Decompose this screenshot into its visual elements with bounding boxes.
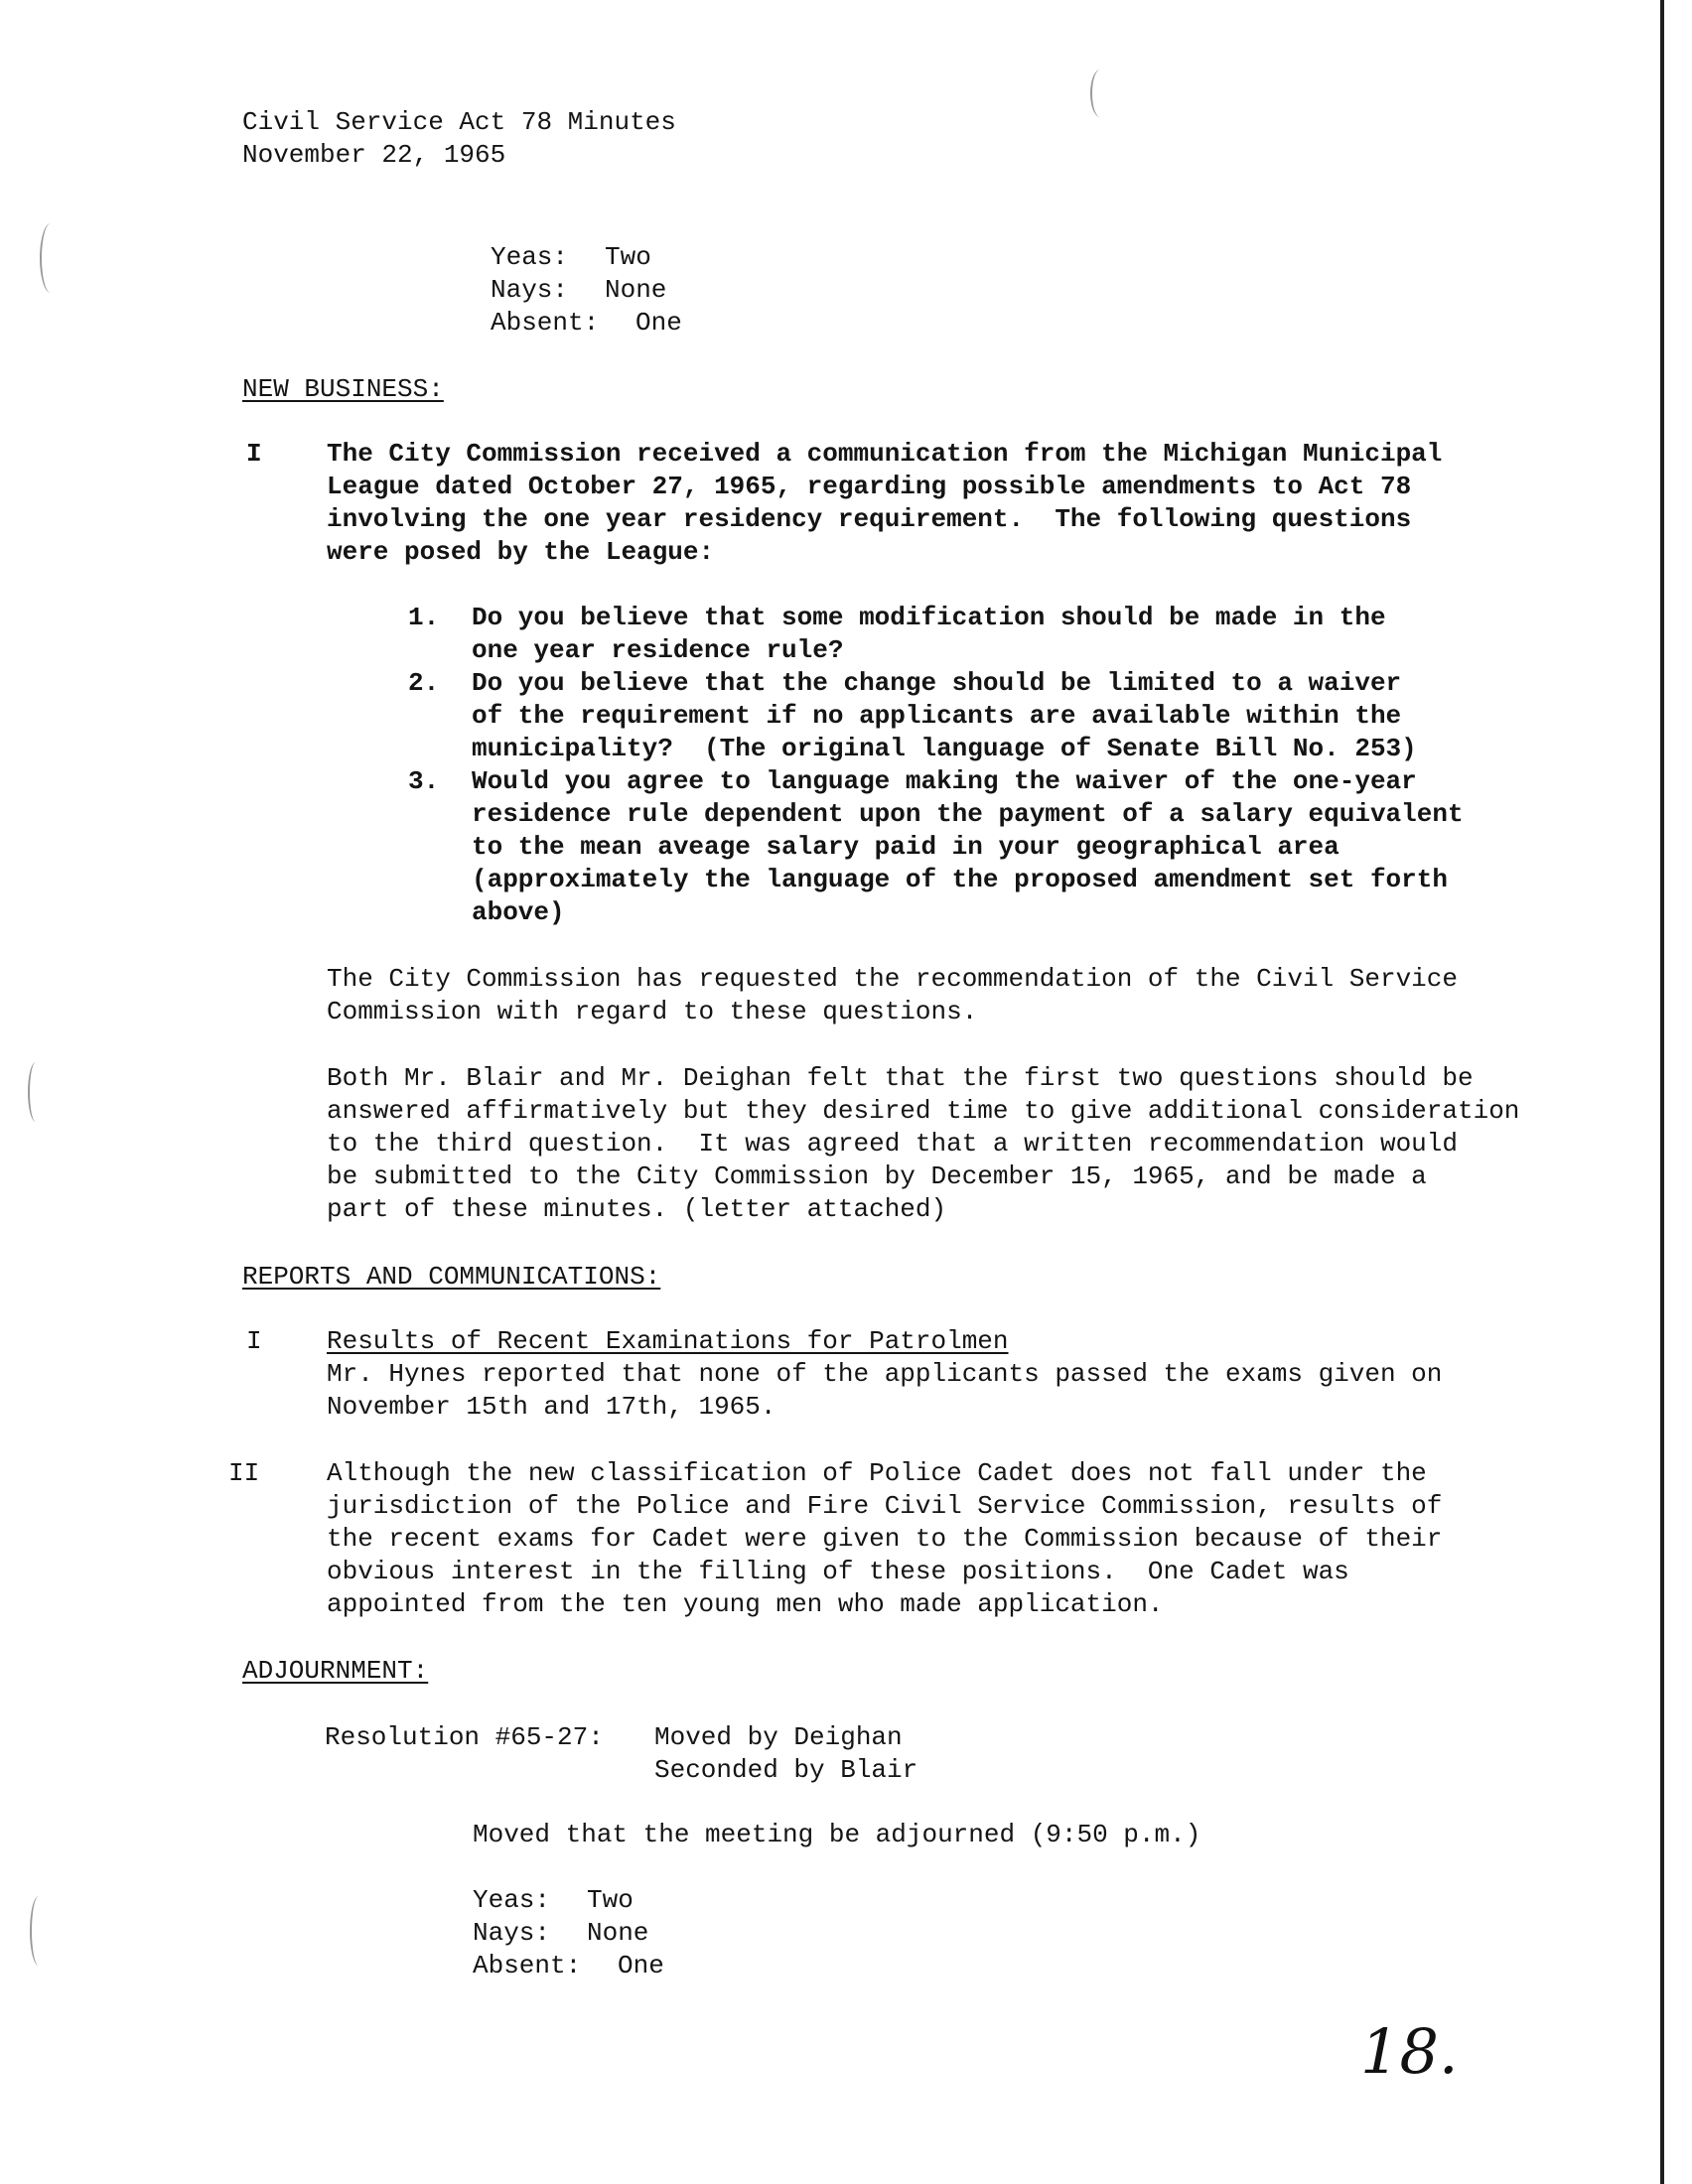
question-number: 1. bbox=[408, 603, 440, 632]
vote-label: Absent: bbox=[473, 1951, 582, 1980]
section-heading-new-business: NEW BUSINESS: bbox=[242, 374, 444, 404]
body-line: involving the one year residency requirement. The following questions bbox=[327, 504, 1412, 534]
seconded-by: Seconded by Blair bbox=[654, 1755, 918, 1785]
item-title: Results of Recent Examinations for Patrolmen bbox=[327, 1326, 1009, 1356]
item-numeral: I bbox=[246, 439, 262, 469]
question-number: 2. bbox=[408, 668, 440, 698]
vote-label: Nays: bbox=[473, 1918, 551, 1948]
question-line: residence rule dependent upon the payment of a salary equivalent bbox=[472, 799, 1464, 829]
vote-label: Absent: bbox=[491, 308, 600, 338]
vote-value: None bbox=[605, 275, 667, 305]
body-line: The City Commission has requested the recommendation of the Civil Service bbox=[327, 964, 1458, 994]
question-line: of the requirement if no applicants are available within the bbox=[472, 701, 1402, 731]
body-line: Although the new classification of Police Cadet does not fall under the bbox=[327, 1458, 1427, 1488]
body-line: Both Mr. Blair and Mr. Deighan felt that the first two questions should be bbox=[327, 1063, 1474, 1093]
item-numeral: II bbox=[228, 1458, 260, 1488]
vote-label: Yeas: bbox=[491, 242, 569, 272]
vote-value: Two bbox=[587, 1885, 634, 1915]
question-line: above) bbox=[472, 897, 565, 927]
body-line: Commission with regard to these questions. bbox=[327, 997, 978, 1026]
question-line: Would you agree to language making the waiver of the one-year bbox=[472, 766, 1417, 796]
body-line: obvious interest in the filling of these positions. One Cadet was bbox=[327, 1557, 1349, 1586]
section-heading-adjournment: ADJOURNMENT: bbox=[242, 1656, 429, 1686]
vote-value: Two bbox=[605, 242, 651, 272]
vote-value: One bbox=[618, 1951, 664, 1980]
body-line: were posed by the League: bbox=[327, 537, 715, 567]
body-line: the recent exams for Cadet were given to the Commission because of their bbox=[327, 1524, 1443, 1554]
question-line: municipality? (The original language of Senate Bill No. 253) bbox=[472, 734, 1417, 763]
vote-value: One bbox=[635, 308, 682, 338]
question-line: (approximately the language of the proposed amendment set forth bbox=[472, 865, 1448, 894]
vote-label: Yeas: bbox=[473, 1885, 551, 1915]
body-line: League dated October 27, 1965, regarding possible amendments to Act 78 bbox=[327, 472, 1412, 501]
body-line: November 15th and 17th, 1965. bbox=[327, 1392, 776, 1422]
body-line: Mr. Hynes reported that none of the applicants passed the exams given on bbox=[327, 1359, 1443, 1389]
scan-mark bbox=[1090, 69, 1110, 117]
document-date: November 22, 1965 bbox=[242, 140, 506, 170]
moved-by: Moved by Deighan bbox=[654, 1722, 903, 1752]
item-numeral: I bbox=[246, 1326, 262, 1356]
resolution-label: Resolution #65-27: bbox=[325, 1722, 604, 1752]
body-line: The City Commission received a communication from the Michigan Municipal bbox=[327, 439, 1443, 469]
body-line: part of these minutes. (letter attached) bbox=[327, 1194, 947, 1224]
question-line: one year residence rule? bbox=[472, 635, 844, 665]
question-line: to the mean aveage salary paid in your geographical area bbox=[472, 832, 1340, 862]
scan-edge-line bbox=[1660, 0, 1664, 2184]
question-line: Do you believe that some modification should be made in the bbox=[472, 603, 1386, 632]
body-line: appointed from the ten young men who made application. bbox=[327, 1589, 1164, 1619]
scan-mark bbox=[40, 223, 62, 293]
body-line: jurisdiction of the Police and Fire Civil Service Commission, results of bbox=[327, 1491, 1443, 1521]
section-heading-reports: REPORTS AND COMMUNICATIONS: bbox=[242, 1262, 661, 1292]
handwritten-page-number: 18. bbox=[1360, 2015, 1459, 2088]
motion-text: Moved that the meeting be adjourned (9:50 p.m.) bbox=[473, 1820, 1201, 1849]
question-number: 3. bbox=[408, 766, 440, 796]
scan-mark bbox=[30, 1896, 48, 1966]
vote-value: None bbox=[587, 1918, 649, 1948]
scan-mark bbox=[28, 1062, 44, 1122]
body-line: to the third question. It was agreed that a written recommendation would bbox=[327, 1129, 1458, 1159]
question-line: Do you believe that the change should be limited to a waiver bbox=[472, 668, 1402, 698]
body-line: answered affirmatively but they desired time to give additional consideration bbox=[327, 1096, 1520, 1126]
body-line: be submitted to the City Commission by December 15, 1965, and be made a bbox=[327, 1161, 1427, 1191]
vote-label: Nays: bbox=[491, 275, 569, 305]
document-title: Civil Service Act 78 Minutes bbox=[242, 107, 676, 137]
